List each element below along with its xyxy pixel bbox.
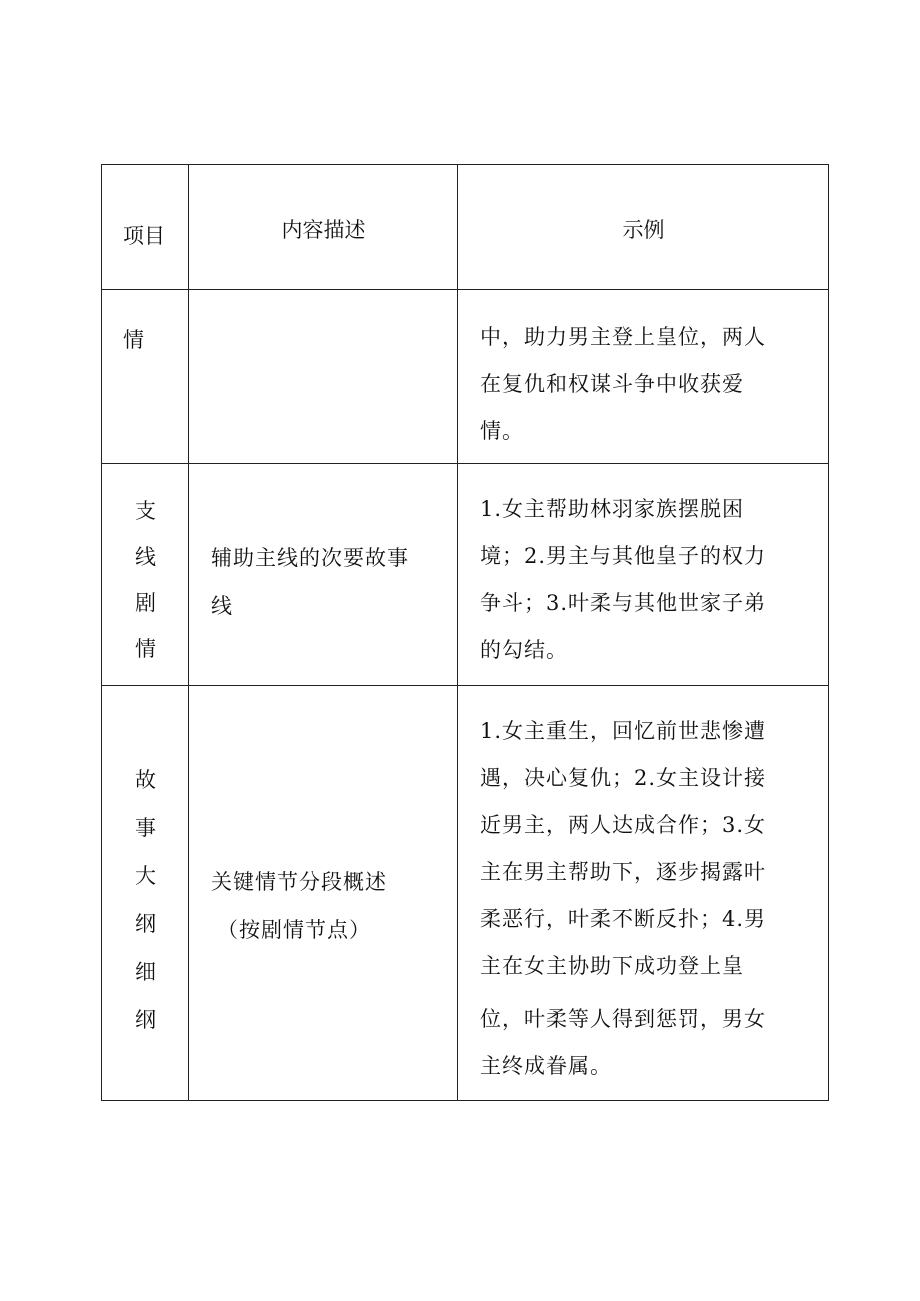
- header-cell-description: [189, 165, 458, 290]
- table-row: [102, 290, 829, 464]
- header-description-label: 内容描述: [281, 218, 366, 242]
- header-example-label: 示例: [622, 218, 665, 242]
- table-row: [102, 464, 829, 686]
- content-table: [101, 164, 829, 1101]
- row1-example-text: 中，助力男主登上皇位，两人 在复仇和权谋斗争中收获爱 情。: [480, 325, 766, 443]
- row3-item-label: 故 事 大 纲 细 纲: [135, 768, 156, 1032]
- row1-description-cell: [189, 290, 458, 464]
- row2-item-label: 支 线 剧 情: [135, 499, 156, 661]
- header-item-label: 项目: [123, 224, 165, 248]
- row2-description-text: 辅助主线的次要故事 线: [211, 546, 409, 618]
- row3-example-text: 1.女主重生，回忆前世悲惨遭 遇，决心复仇；2.女主设计接 近男主，两人达成合作；3.女 主在男主帮助下，逐步揭露叶 柔恶行，叶柔不断反扑；4.男 主在女主协助下成功登上皇 位，叶柔等人得到惩罚，男女 主终成眷属。: [480, 719, 767, 1078]
- row1-item-char: 情: [123, 328, 144, 352]
- header-cell-item: [102, 165, 189, 290]
- row3-description-text: 关键情节分段概述 （按剧情节点）: [211, 870, 387, 942]
- table-header-row: [102, 165, 829, 290]
- table-row: [102, 686, 829, 1101]
- header-cell-example: [458, 165, 829, 290]
- row2-example-text: 1.女主帮助林羽家族摆脱困 境；2.男主与其他皇子的权力 争斗；3.叶柔与其他世家子弟 的勾结。: [480, 497, 767, 662]
